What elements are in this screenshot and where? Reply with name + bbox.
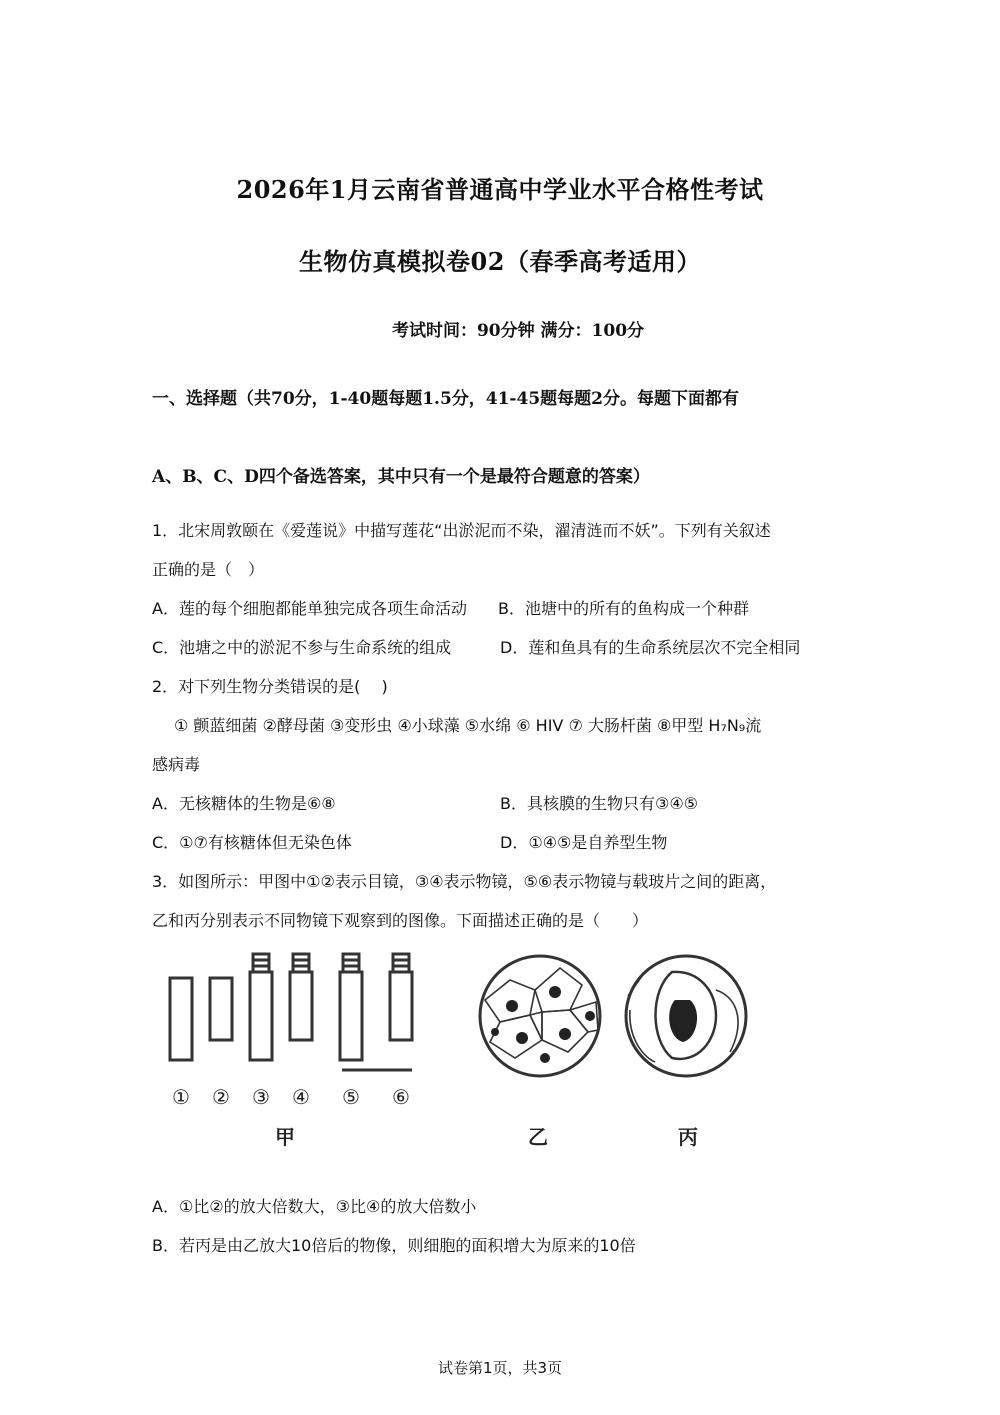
q1-option-a: A．莲的每个细胞都能单独完成各项生命活动 <box>152 599 467 618</box>
section-heading-continued: A、B、C、D四个备选答案，其中只有一个是最符合题意的答案） <box>152 467 650 487</box>
label-number-2: ② <box>212 1085 230 1109</box>
label-number-4: ④ <box>292 1085 310 1109</box>
q2-option-a: A．无核糖体的生物是⑥⑧ <box>152 794 336 813</box>
label-jia: 甲 <box>275 1125 295 1149</box>
view-yi-image <box>480 956 600 1076</box>
label-number-1: ① <box>172 1085 190 1109</box>
microscope-figure <box>150 940 770 1170</box>
q1-stem: 1．北宋周敦颐在《爱莲说》中描写莲花“出淤泥而不染，濯清涟而不妖”。下列有关叙述 <box>152 521 771 540</box>
view-bing-image <box>626 956 746 1076</box>
q1-stem-continued: 正确的是（ ） <box>152 560 265 579</box>
q1-option-b: B．池塘中的所有的鱼构成一个种群 <box>498 599 749 618</box>
page-footer: 试卷第1页，共3页 <box>437 1359 563 1377</box>
label-number-3: ③ <box>252 1085 270 1109</box>
q3-stem: 3．如图所示：甲图中①②表示目镜，③④表示物镜，⑤⑥表示物镜与载玻片之间的距离， <box>152 872 777 891</box>
eyepiece-2 <box>210 978 232 1040</box>
objective-5 <box>340 954 362 1060</box>
objective-3 <box>250 954 272 1060</box>
q2-option-d: D．①④⑤是自养型生物 <box>500 833 668 852</box>
q3-option-b: B．若丙是由乙放大10倍后的物像，则细胞的面积增大为原来的10倍 <box>152 1236 636 1255</box>
label-number-5: ⑤ <box>342 1085 360 1109</box>
q2-option-c: C．①⑦有核糖体但无染色体 <box>152 833 352 852</box>
objective-4 <box>290 954 312 1040</box>
exam-title: 2026年1月云南省普通高中学业水平合格性考试 <box>236 175 764 204</box>
q2-option-b: B．具核膜的生物只有③④⑤ <box>500 794 699 813</box>
exam-info: 考试时间：90分钟 满分：100分 <box>391 321 645 341</box>
q2-stem: 2．对下列生物分类错误的是( ) <box>152 677 388 696</box>
objective-6 <box>390 954 412 1040</box>
exam-subtitle: 生物仿真模拟卷02（春季高考适用） <box>299 247 701 276</box>
q3-option-a: A．①比②的放大倍数大，③比④的放大倍数小 <box>152 1197 477 1216</box>
label-yi: 乙 <box>528 1125 548 1149</box>
label-number-6: ⑥ <box>392 1085 410 1109</box>
q2-organism-list: ① 颤蓝细菌 ②酵母菌 ③变形虫 ④小球藻 ⑤水绵 ⑥ HIV ⑦ 大肠杆菌 ⑧甲型 H₇N₉流 <box>174 716 762 735</box>
eyepiece-1 <box>170 978 192 1060</box>
q2-organism-list-continued: 感病毒 <box>152 755 201 774</box>
q1-option-d: D．莲和鱼具有的生命系统层次不完全相同 <box>500 638 801 657</box>
label-bing: 丙 <box>678 1125 698 1149</box>
q1-option-c: C．池塘之中的淤泥不参与生命系统的组成 <box>152 638 452 657</box>
section-heading: 一、选择题（共70分，1-40题每题1.5分，41-45题每题2分。每题下面都有 <box>152 389 739 409</box>
q3-stem-continued: 乙和丙分别表示不同物镜下观察到的图像。下面描述正确的是（ ） <box>152 911 649 930</box>
